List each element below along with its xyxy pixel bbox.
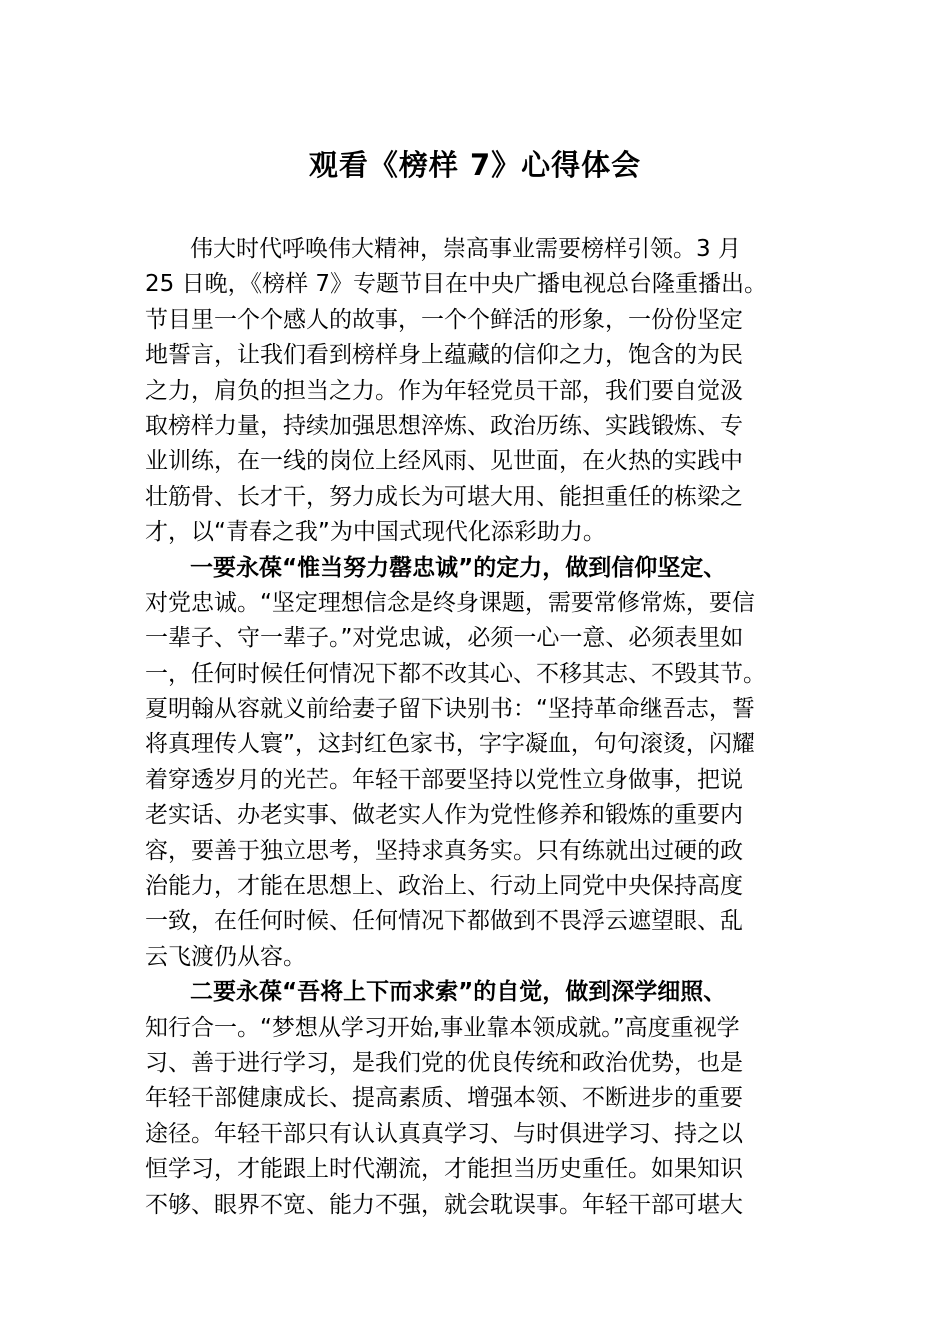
paragraph-1-line: 壮筋骨、长才干，努力成长为可堪大用、能担重任的栋梁之 bbox=[145, 483, 743, 510]
paragraph-2-line: 容，要善于独立思考，坚持求真务实。只有练就出过硬的政 bbox=[145, 837, 743, 864]
document-title: 观看《榜样 7》心得体会 bbox=[308, 148, 642, 182]
paragraph-3-line: 知行合一。“梦想从学习开始,事业靠本领成就。”高度重视学 bbox=[145, 1014, 740, 1041]
paragraph-1-line: 取榜样力量，持续加强思想淬炼、政治历练、实践锻炼、专 bbox=[145, 412, 743, 439]
section-2-heading-line: 二要永葆“吾将上下而求索”的自觉，做到深学细照、 bbox=[190, 979, 727, 1006]
paragraph-2-line: 云飞渡仍从容。 bbox=[145, 943, 306, 970]
paragraph-1-line: 25 日晚，《榜样 7》专题节目在中央广播电视总台隆重播出。 bbox=[145, 271, 768, 298]
paragraph-1-line: 地誓言，让我们看到榜样身上蕴藏的信仰之力，饱含的为民 bbox=[145, 342, 743, 369]
paragraph-1-line: 伟大时代呼唤伟大精神，崇高事业需要榜样引领。3 月 bbox=[190, 236, 741, 262]
paragraph-2-line: 着穿透岁月的光芒。年轻干部要坚持以党性立身做事，把说 bbox=[145, 766, 743, 793]
paragraph-3-line: 恒学习，才能跟上时代潮流，才能担当历史重任。如果知识 bbox=[145, 1156, 743, 1183]
paragraph-1-line: 才，以“青春之我”为中国式现代化添彩助力。 bbox=[145, 519, 606, 546]
paragraph-3-line: 途径。年轻干部只有认认真真学习、与时俱进学习、持之以 bbox=[145, 1120, 743, 1147]
paragraph-2-line: 老实话、办老实事、做老实人作为党性修养和锻炼的重要内 bbox=[145, 802, 743, 829]
paragraph-1-line: 业训练，在一线的岗位上经风雨、见世面，在火热的实践中 bbox=[145, 448, 743, 475]
paragraph-1-line: 之力，肩负的担当之力。作为年轻党员干部，我们要自觉汲 bbox=[145, 377, 743, 404]
document-body bbox=[145, 232, 815, 1223]
section-1-heading-line: 一要永葆“惟当努力罄忠诚”的定力，做到信仰坚定、 bbox=[190, 554, 727, 581]
paragraph-2-line: 一致，在任何时候、任何情况下都做到不畏浮云遮望眼、乱 bbox=[145, 908, 743, 935]
paragraph-3-line: 习、善于进行学习，是我们党的优良传统和政治优势，也是 bbox=[145, 1049, 743, 1076]
paragraph-2-line: 一辈子、守一辈子。”对党忠诚，必须一心一意、必须表里如 bbox=[145, 625, 744, 652]
paragraph-1-line: 节目里一个个感人的故事，一个个鲜活的形象，一份份坚定 bbox=[145, 306, 743, 333]
paragraph-2-line: 一，任何时候任何情况下都不改其心、不移其志、不毁其节。 bbox=[145, 660, 766, 687]
paragraph-2-line: 治能力，才能在思想上、政治上、行动上同党中央保持高度 bbox=[145, 873, 743, 900]
paragraph-3-line: 不够、眼界不宽、能力不强，就会耽误事。年轻干部可堪大 bbox=[145, 1191, 743, 1218]
paragraph-2-line: 将真理传人寰”，这封红色家书，字字凝血，句句滚烫，闪耀 bbox=[145, 731, 755, 758]
paragraph-2-line: 对党忠诚。“坚定理想信念是终身课题，需要常修常炼，要信 bbox=[145, 589, 755, 616]
paragraph-2-line: 夏明翰从容就义前给妻子留下诀别书：“坚持革命继吾志，誓 bbox=[145, 696, 755, 723]
paragraph-3-line: 年轻干部健康成长、提高素质、增强本领、不断进步的重要 bbox=[145, 1085, 743, 1112]
